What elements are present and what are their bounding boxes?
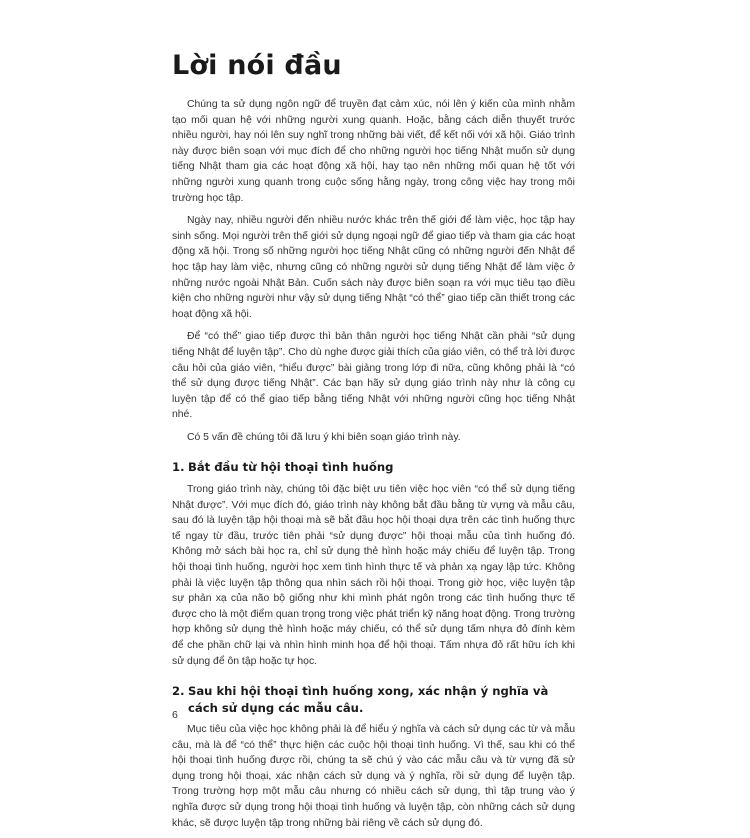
section-title-2: Sau khi hội thoại tình huống xong, xác nhận ý nghĩa và cách sử dụng các mẫu câu. (188, 684, 549, 715)
page-title: Lời nói đầu (172, 50, 342, 81)
intro-paragraph-3: Để “có thể” giao tiếp được thì bản thân người học tiếng Nhật cần phải “sử dụng tiếng Nhật để luyện tập”. Cho dù nghe được giải thích của giáo viên, có thể trả lời được câu hỏi của giáo viên, “hiểu được” bài giảng trong lớp đi nữa, cũng không phải là “có thể sử dụng được tiếng Nhật”. Các bạn hãy sử dụng giáo trình này như là công cụ luyện tập để có thể giao tiếp bằng tiếng Nhật với những người cũng học tiếng Nhật nhé. (172, 331, 575, 421)
section-2-paragraph-1: Mục tiêu của việc học không phải là để hiểu ý nghĩa và cách sử dụng các từ và mẫu câu, mà là để “có thể” thực hiện các cuộc hội thoại tình huống. Vì thế, sau khi có thể hội thoại tình huống được rồi, chúng ta sẽ chú ý vào các mẫu câu và từ vựng đã sử dụng trong hội thoại, xác nhận cách sử dụng và ý nghĩa, rồi sử dụng để luyện tập. Trong trường hợp một mẫu câu nhưng có nhiều cách sử dụng, thì tập trung vào ý nghĩa được sử dụng trong hội thoại tình huống và luyện tập, còn những cách sử dụng khác, sẽ được luyện tập trong những bài riêng về cách sử dụng đó. (172, 724, 575, 829)
section-1-paragraph-1: Trong giáo trình này, chúng tôi đặc biệt ưu tiên việc học viên “có thể sử dụng tiếng Nhật được”. Với mục đích đó, giáo trình này không bắt đầu bằng từ vựng và mẫu câu, sau đó là luyện tập hội thoại mà sẽ bắt đầu học hội thoại dựa trên các tình huống thực tế ngay từ đầu, trước tiên phải “sử dụng được” hội thoại mẫu của tình huống đó. Không mở sách bài học ra, chỉ sử dụng thẻ hình hoặc máy chiếu để luyện tập. Trong hội thoại tình huống, người học xem tình hình thực tế và phản xạ ngay lập tức. Không phải là việc luyện tập thông qua nhìn sách rồi hội thoại. Trong giờ học, việc luyện tập sự phản xạ của não bộ giống như khi mình phát ngôn trong các tình huống thực tế được cho là một điểm quan trọng trong việc phát triển kỹ năng hoạt động. Trong trường hợp không sử dụng thẻ hình hoặc máy chiếu, có thể sử dụng tấm nhựa đỏ đính kèm để che phần chữ lại và nhìn hình minh họa để hội thoại. Tấm nhựa đỏ rất hữu ích khi sử dụng để ôn tập hoặc tự học. (172, 483, 575, 667)
intro-paragraph-1: Chúng ta sử dụng ngôn ngữ để truyền đạt cảm xúc, nói lên ý kiến của mình nhằm tạo mối quan hệ với những người xung quanh. Hoặc, bằng cách diễn thuyết trước nhiều người, hay nói lên suy nghĩ trong những bài viết, để kết nối với xã hội. Giáo trình này được biên soạn với mục đích để cho những người học tiếng Nhật muốn sử dụng tiếng Nhật tham gia các hoạt động xã hội, hay tạo nên những mối quan hệ tốt với những người xung quanh trong cuộc sống hằng ngày, trong công việc hay trong môi trường học tập. (172, 99, 575, 204)
intro-paragraph-4: Có 5 vấn đề chúng tôi đã lưu ý khi biên soạn giáo trình này. (187, 431, 461, 443)
section-title-1: Bắt đầu từ hội thoại tình huống (188, 460, 394, 475)
section-number-1: 1. (172, 460, 185, 475)
section-heading-2 (172, 683, 575, 716)
section-number-2: 2. (172, 684, 185, 699)
intro-paragraph-2: Ngày nay, nhiều người đến nhiều nước khác trên thế giới để làm việc, học tập hay sinh sống. Mọi người trên thế giới sử dụng ngoại ngữ để giao tiếp và tham gia các hoạt động xã hội. Trong số những người học tiếng Nhật cũng có những người đến Nhật để học tập hay làm việc, nhưng cũng có những người sử dụng tiếng Nhật để làm việc ở những nước ngoài Nhật Bản. Cuốn sách này được biên soạn ra với mục tiêu tạo điều kiện cho những người như vậy sử dụng tiếng Nhật “có thể” giao tiếp cần thiết trong các hoạt động xã hội. (172, 215, 575, 320)
section-heading-1 (172, 459, 575, 476)
page-number: 6 (172, 709, 178, 721)
page-content (172, 97, 575, 838)
